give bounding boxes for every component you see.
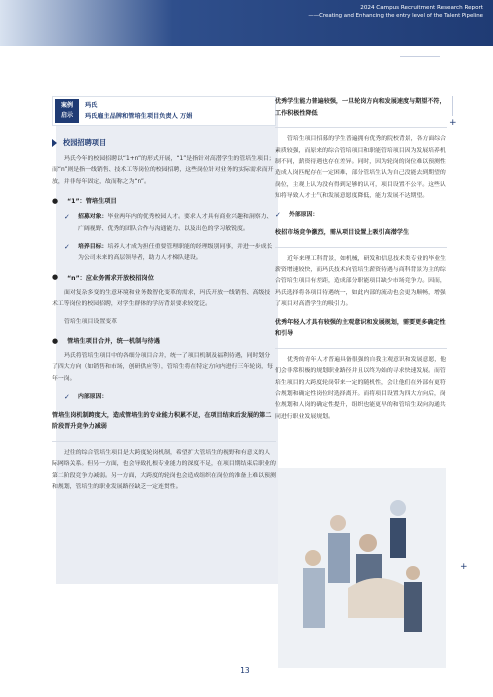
check-icon: ✓ (275, 210, 281, 219)
bullet-heading-text: “n”：应业务需求开放校招岗位 (67, 274, 154, 282)
triangle-bullet-icon (52, 139, 57, 147)
check-icon: ✓ (64, 213, 70, 222)
bullet-heading-text: “1”：管培生项目 (67, 198, 117, 206)
bullet-heading-2 (52, 273, 276, 282)
check-item-text: 培养人才成为担任重要管理职能的经理级别同事，并进一步成长为公司未来的高层领导者，助力人才梯队建设。 (78, 244, 273, 262)
check-item-internal-reasons (52, 392, 276, 403)
bullet-heading-text: 管培生项目合并，统一机制与待遇 (67, 338, 160, 346)
section-title-text: 校园招聘项目 (63, 138, 107, 147)
case-tag-line-1: 案例 (60, 102, 73, 109)
check-item-body (78, 242, 276, 265)
bullet-heading-3 (52, 336, 276, 345)
paragraph-subheading: 管培生项目设置变革 (64, 318, 118, 325)
paragraph-talent: 管培生项目招募的学生普遍拥有优秀的院校背景，各方面综合素质较强，而原来的综合管培项目和职能管培项目因为发展培养机制不同，薪资待遇也存在差异。同时，因为轮岗的岗位难以预测性造成人岗匹配存在一定困难，部分管培生认为自己没能去到期望的岗位，主观上认为没有得到足够的认可，项目设置不公平。这些认知将导致人才士气和发展意愿度降低，能力发展不达期望。 (275, 136, 447, 200)
bullet-dot-icon: ● (52, 196, 59, 205)
team-photo-illustration (278, 468, 446, 668)
decorative-line (400, 56, 440, 57)
bullet-heading-1 (52, 196, 276, 205)
divider (52, 441, 276, 442)
report-subtitle: ——Creating and Enhancing the entry level of the Talent Pipeline (308, 13, 483, 19)
paragraph-merge: 玛氏将管培生项目中的各细分项目合并，统一了项目机制及福利待遇，同时划分了四大方向（如销售和市场，创研供应等），管培生将在特定方向内进行三年轮岗，每年一岗。 (52, 353, 273, 382)
case-tag (55, 99, 79, 123)
divider (275, 127, 447, 128)
check-item-text: 毕业两年内的优秀校园人才。要求人才具有商业兴趣和洞察力、广阔视野、优秀的团队合作与沟通能力、以及出色的学习敏锐度。 (78, 214, 273, 232)
paragraph-market: 近年来理工科背景，如机械，研发和信息技术类专业的毕业生薪资增速较快，而玛氏技术向管培生薪资待遇与商科背景为主的综合管培生项目有差距，造成部分职能项目缺少市场竞争力。因而，玛氏选择将各项目待遇统一，如此内部的流动也会更为顺畅，增强了项目对高潜学生的吸引力。 (275, 255, 447, 308)
paragraph-n-positions: 面对复杂多变的生意环境和业务数智化变革的需求，玛氏开放一线销售、高级技术工等岗位的校园招聘，对学生群体的学历背景要求较宽泛。 (52, 289, 271, 308)
check-item-body (289, 210, 318, 221)
bullet-dot-icon: ● (52, 273, 59, 282)
plus-icon: + (460, 562, 468, 572)
case-speaker: 玛氏雇主品牌和管培生项目负责人 万娟 (85, 113, 193, 120)
subheading-rotation: 管培生岗机制跨度大，造成管培生的专业能力积累不足，在项目结束后发展的第二阶段晋升竞争力减弱 (52, 411, 272, 431)
paragraph-intro: 玛氏今年的校园招聘以“1+n”的形式开展，“1”是指针对高潜学生的管培生项目；而“n”则是指一线销售、技术工等岗位的校园招聘，这些岗位针对业务的实际需求而开放，并非每年固定，故而称之为“n”。 (52, 156, 275, 185)
subheading-talent: 优秀学生能力普遍较强，一旦轮岗方向和发展速度与期望不符，工作积极性降低 (275, 98, 446, 117)
check-item-label: 内部原因： (78, 394, 108, 401)
case-tag-line-2: 启示 (60, 112, 73, 119)
paragraph-youth: 优秀的青年人才普遍具备很强的自我主观意识和发展意愿，他们会非常积极的规划职业路径并且以终为始的寻求快速发展。而管培生项目的大跨度轮岗带来一定的随机性，会让他们在外部有更符合规划和确定性岗位时选择离开。而将项目设置为四大方向后，岗位规划和人岗的确定性提升，组织也能更早的和管培生双向沟通共同进行职业发展规划。 (275, 356, 447, 420)
divider (275, 348, 447, 349)
case-title (85, 100, 192, 122)
check-item-training-goal (52, 242, 276, 265)
check-item-label: 培养目标： (78, 244, 108, 251)
check-icon: ✓ (64, 393, 70, 402)
bullet-dot-icon: ● (52, 336, 59, 345)
check-item-body (78, 212, 276, 235)
check-item-body (78, 392, 107, 403)
case-company: 玛氏 (85, 102, 98, 109)
paragraph-rotation: 过往的综合管培生项目是大跨度轮岗机制，希望扩大管培生的视野和有意义的人际网络关系。但另一方面，也会导致扎根专业能力的深度不足，在项目期结束后职业的第二阶段竞争力减弱。另一方面，大跨度的轮岗也会造成组织在岗位的准备上难以预测和规划，管培生的职业发展路径缺乏一定连贯性。 (52, 449, 276, 491)
decorative-line (452, 96, 453, 116)
report-title: 2024 Campus Recruitment Research Report (360, 5, 483, 11)
header-band (0, 0, 493, 46)
subheading-market: 校招市场竞争激烈，需从项目设置上吸引高潜学生 (275, 229, 410, 237)
case-header-box (52, 96, 276, 126)
check-item-label: 招募对象： (78, 214, 108, 221)
page-number: 13 (240, 666, 250, 675)
subheading-youth: 优秀年轻人才具有较强的主观意识和发展规划，需要更多确定性和引导 (275, 318, 446, 338)
check-item-label: 外部原因： (289, 211, 319, 218)
check-icon: ✓ (64, 243, 70, 252)
right-column (275, 96, 447, 423)
team-illustration-svg (278, 468, 446, 668)
left-column (52, 96, 276, 494)
check-item-recruit-target (52, 212, 276, 235)
check-item-external-reasons (275, 210, 447, 221)
divider (275, 247, 447, 248)
section-title (52, 138, 276, 148)
plus-icon: + (449, 118, 457, 128)
